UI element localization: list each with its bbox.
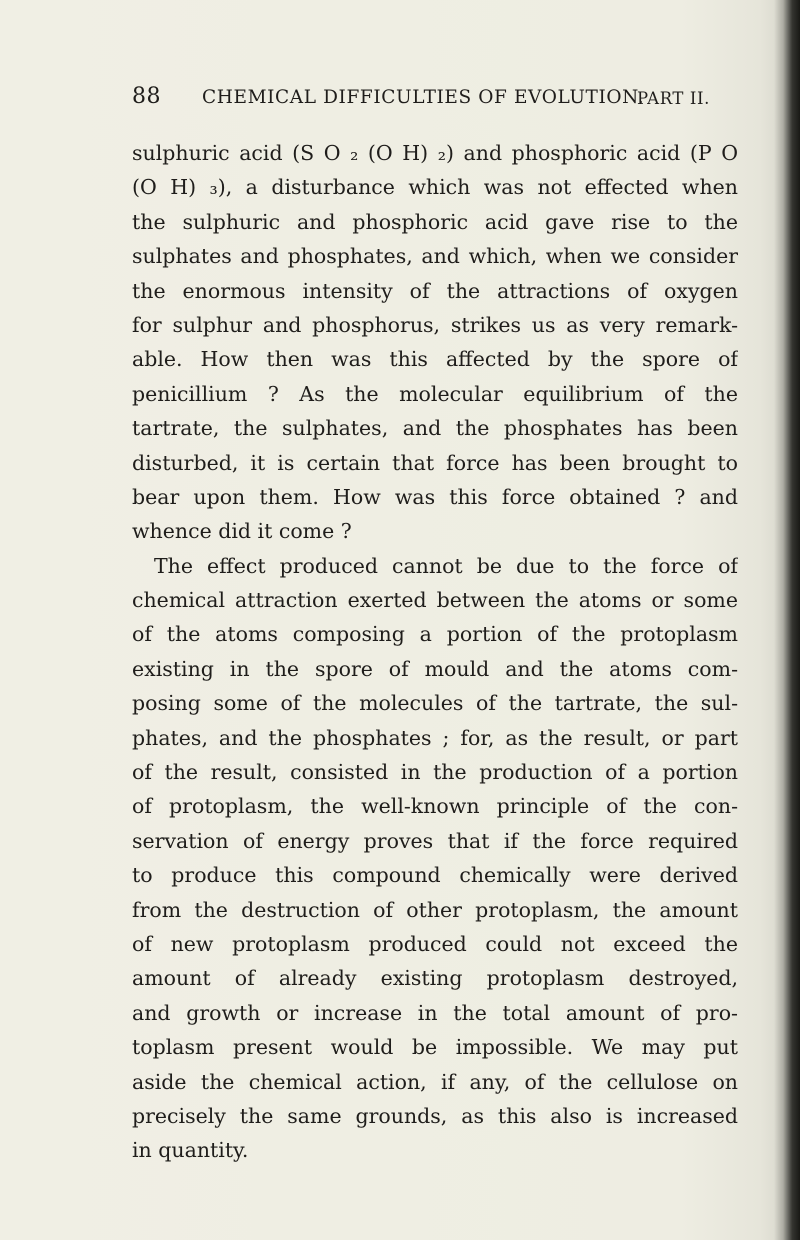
text-line: of protoplasm, the well-known principle of the con-: [132, 794, 738, 819]
text-line: able. How then was this affected by the spore of: [132, 347, 738, 372]
text-line: aside the chemical action, if any, of the cellulose on: [132, 1069, 738, 1094]
text-line: amount of already existing protoplasm destroyed,: [132, 966, 738, 991]
text-line: existing in the spore of mould and the atoms com-: [132, 656, 738, 681]
text-line: for sulphur and phosphorus, strikes us as very remark-: [132, 312, 738, 337]
text-line: precisely the same grounds, as this also is increased: [132, 1103, 738, 1128]
text-line: whence did it come ?: [132, 519, 352, 544]
text-line: bear upon them. How was this force obtained ? and: [132, 484, 738, 509]
text-line: of new protoplasm produced could not exceed the: [132, 931, 738, 956]
body-text: [132, 136, 738, 1168]
text-line: posing some of the molecules of the tartrate, the sul-: [132, 691, 738, 716]
text-line: the sulphuric and phosphoric acid gave rise to the: [132, 209, 738, 234]
text-line: phates, and the phosphates ; for, as the result, or part: [132, 725, 738, 750]
text-line: to produce this compound chemically were derived: [132, 863, 738, 888]
text-line: sulphuric acid (S O ₂ (O H) ₂) and phosphoric acid (P O: [132, 141, 738, 165]
text-line: and growth or increase in the total amount of pro-: [132, 1000, 738, 1025]
text-line: sulphates and phosphates, and which, when we consider: [132, 244, 738, 269]
text-line: chemical attraction exerted between the atoms or some: [132, 588, 738, 613]
text-line: penicillium ? As the molecular equilibrium of the: [132, 381, 738, 406]
text-line: from the destruction of other protoplasm, the amount: [132, 897, 738, 922]
paragraph-start-line: The effect produced cannot be due to the force of: [154, 553, 738, 578]
part-label: PART II.: [637, 89, 710, 108]
text-line: in quantity.: [132, 1138, 249, 1163]
running-head: CHEMICAL DIFFICULTIES OF EVOLUTION.: [202, 87, 645, 108]
text-line: servation of energy proves that if the force required: [132, 828, 738, 853]
page-edge-shadow: [774, 0, 800, 1240]
text-line: (O H) ₃), a disturbance which was not effected when: [132, 175, 738, 200]
page-number: 88: [132, 84, 161, 109]
text-line: tartrate, the sulphates, and the phosphates has been: [132, 416, 738, 441]
text-line: toplasm present would be impossible. We may put: [132, 1035, 738, 1060]
text-line: disturbed, it is certain that force has been brought to: [132, 450, 738, 475]
text-line: of the result, consisted in the production of a portion: [132, 760, 738, 785]
text-line: of the atoms composing a portion of the protoplasm: [132, 622, 738, 647]
text-line: the enormous intensity of the attractions of oxygen: [132, 278, 738, 303]
page-header: [132, 84, 712, 114]
